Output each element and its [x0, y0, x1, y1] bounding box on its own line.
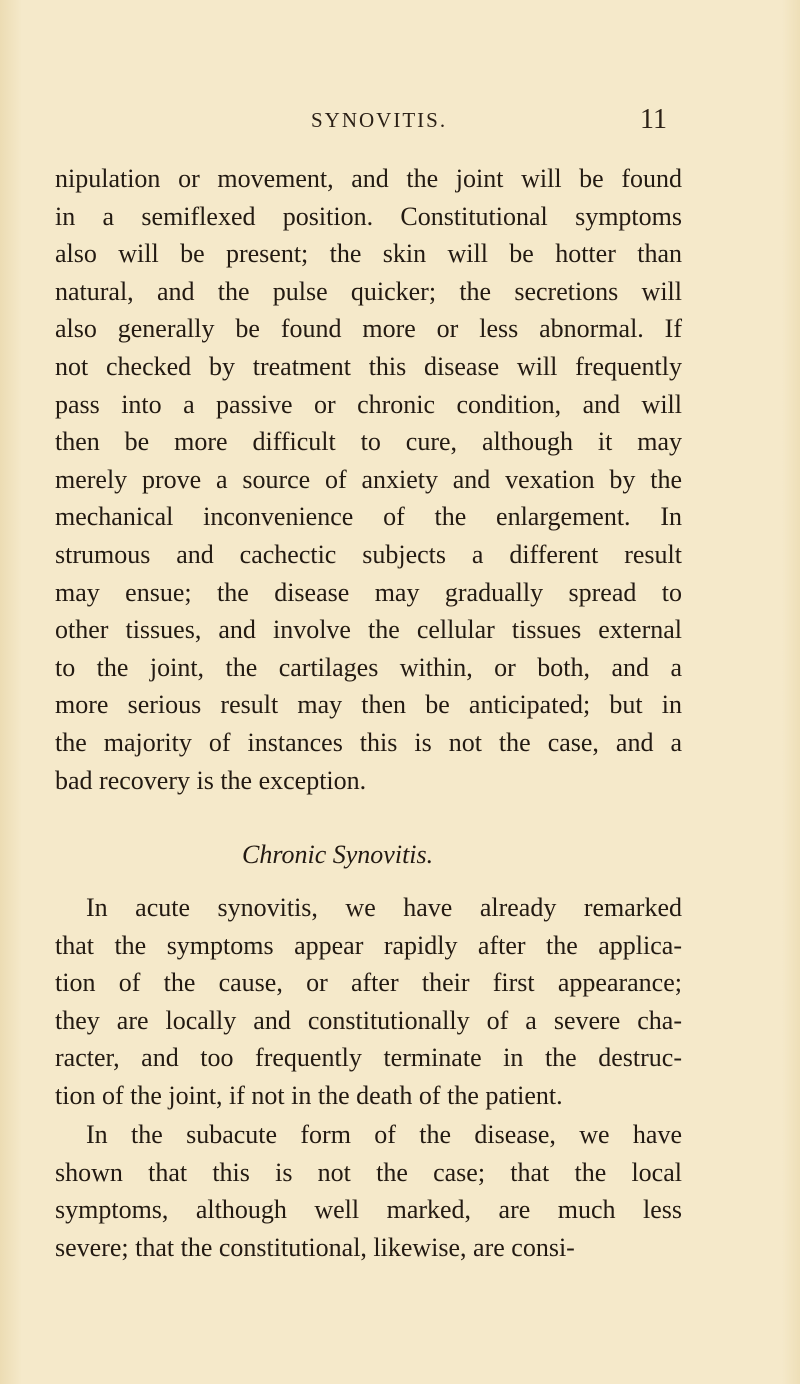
paragraph-3 [55, 1116, 682, 1266]
text-line: symptoms, although well marked, are much less [55, 1195, 682, 1225]
text-line: nipulation or movement, and the joint will be found [55, 164, 682, 193]
text-line: not checked by treatment this disease will frequently [55, 351, 682, 381]
text-line: also will be present; the skin will be hotter than [55, 239, 682, 269]
text-line: In acute synovitis, we have already remarked [86, 893, 682, 922]
text-line: more serious result may then be anticipated; but in [55, 690, 682, 720]
running-head [0, 106, 800, 136]
running-head-title: SYNOVITIS. [311, 108, 448, 132]
text-line: severe; that the constitutional, likewise, are consi- [55, 1232, 575, 1262]
page-edge-shadow-left [0, 0, 22, 1384]
paragraph-1 [55, 160, 682, 799]
text-line: then be more difficult to cure, although it may [55, 427, 682, 457]
text-line: may ensue; the disease may gradually spread to [55, 577, 682, 607]
text-line: other tissues, and involve the cellular tissues external [55, 615, 682, 645]
text-line: tion of the cause, or after their first appearance; [55, 968, 682, 998]
text-line: bad recovery is the exception. [55, 765, 367, 795]
text-line: tion of the joint, if not in the death of the patient. [55, 1080, 563, 1110]
text-line: also generally be found more or less abnormal. If [55, 314, 682, 344]
text-line: pass into a passive or chronic condition, and will [55, 389, 682, 419]
text-line: strumous and cachectic subjects a different result [55, 539, 682, 569]
text-line: they are locally and constitutionally of a severe cha- [55, 1005, 682, 1035]
text-line: that the symptoms appear rapidly after the applica- [55, 930, 682, 960]
text-line: in a semiflexed position. Constitutional symptoms [55, 201, 682, 231]
text-line: to the joint, the cartilages within, or both, and a [55, 652, 682, 682]
page-number: 11 [640, 104, 667, 135]
text-line: shown that this is not the case; that the local [55, 1157, 682, 1187]
page-edge-shadow-right [782, 0, 800, 1384]
text-line: the majority of instances this is not the case, and a [55, 727, 682, 757]
text-line: natural, and the pulse quicker; the secretions will [55, 276, 682, 306]
paragraph-2 [55, 889, 682, 1115]
text-line: merely prove a source of anxiety and vexation by the [55, 464, 682, 494]
section-heading-text: Chronic Synovitis. [242, 840, 434, 869]
text-line: In the subacute form of the disease, we have [86, 1120, 682, 1149]
text-line: racter, and too frequently terminate in the destruc- [55, 1043, 682, 1073]
text-line: mechanical inconvenience of the enlargement. In [55, 502, 682, 532]
